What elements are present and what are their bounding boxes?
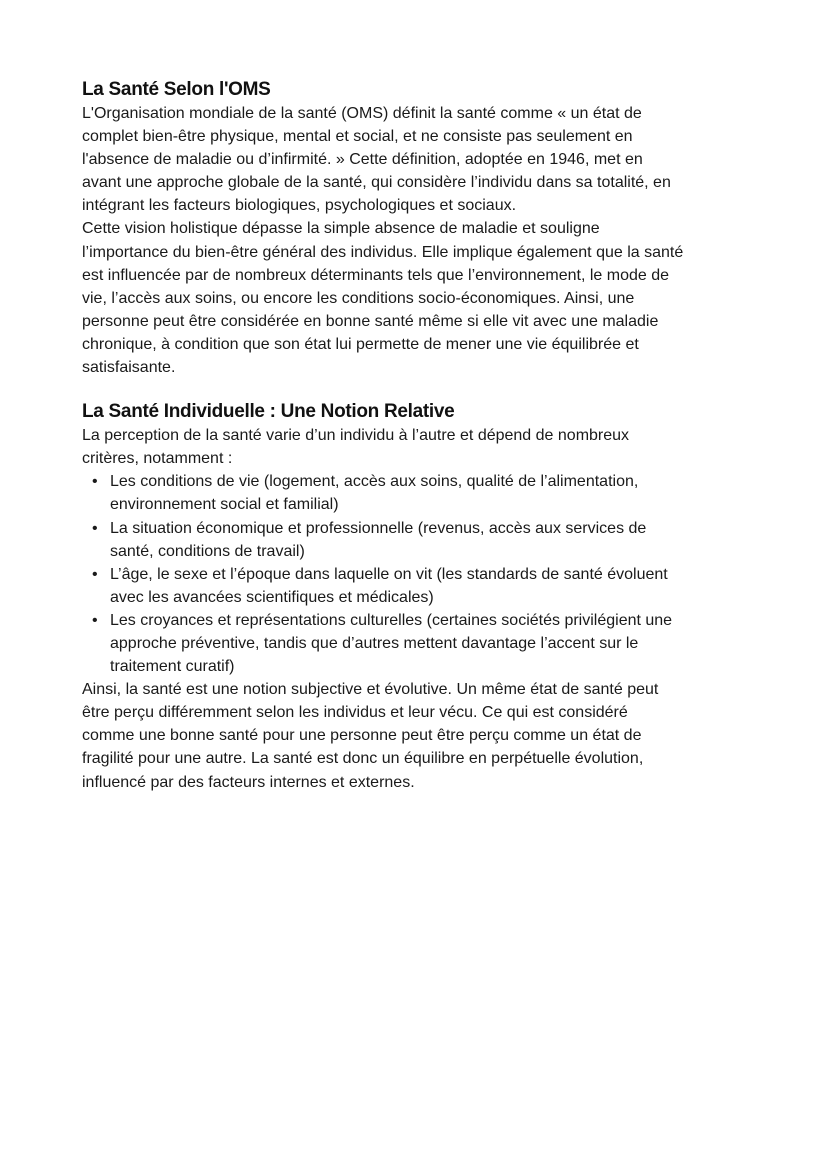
text-line: environnement social et familial) [110, 496, 339, 514]
text-line: • Les croyances et représentations culturelles (certaines sociétés privilégient une [110, 611, 673, 629]
text-line: vie, l’accès aux soins, ou encore les conditions socio-économiques. Ainsi, une [82, 289, 635, 307]
text-line: santé, conditions de travail) [110, 542, 305, 560]
list-item [82, 517, 762, 563]
criteria-list [82, 470, 762, 678]
text-line: complet bien-être physique, mental et social, et ne consiste pas seulement en [82, 128, 633, 146]
text-line: avant une approche globale de la santé, qui considère l’individu dans sa totalité, en [82, 174, 671, 192]
text-line: L'Organisation mondiale de la santé (OMS) définit la santé comme « un état de [82, 105, 642, 122]
text-line: chronique, à condition que son état lui permette de mener une vie équilibrée et [82, 335, 639, 353]
text-line: traitement curatif) [110, 658, 235, 676]
section-individual-health [82, 400, 762, 794]
paragraph [82, 102, 762, 217]
text-line: • La situation économique et professionnelle (revenus, accès aux services de [110, 519, 647, 537]
list-item [82, 563, 762, 609]
text-line: • L’âge, le sexe et l’époque dans laquelle on vit (les standards de santé évoluent [110, 565, 668, 583]
text-line: • Les conditions de vie (logement, accès aux soins, qualité de l’alimentation, [110, 473, 639, 491]
paragraph [82, 678, 762, 793]
text-line: influencé par des facteurs internes et externes. [82, 773, 415, 791]
text-line: La perception de la santé varie d’un individu à l’autre et dépend de nombreux [82, 427, 630, 445]
section-heading: La Santé Selon l'OMS [82, 79, 271, 100]
list-item [82, 470, 762, 516]
text-line: fragilité pour une autre. La santé est donc un équilibre en perpétuelle évolution, [82, 750, 644, 768]
text-line: personne peut être considérée en bonne santé même si elle vit avec une maladie [82, 312, 659, 330]
section-heading: La Santé Individuelle : Une Notion Relative [82, 401, 455, 423]
text-line: est influencée par de nombreux déterminants tels que l’environnement, le mode de [82, 266, 670, 284]
text-line: avec les avancées scientifiques et médicales) [110, 588, 434, 606]
text-line: Cette vision holistique dépasse la simple absence de maladie et souligne [82, 220, 600, 238]
paragraph [82, 424, 762, 470]
text-line: l'absence de maladie ou d’infirmité. » Cette définition, adoptée en 1946, met en [82, 151, 643, 169]
text-line: l’importance du bien-être général des individus. Elle implique également que la santé [82, 243, 684, 261]
text-line: intégrant les facteurs biologiques, psychologiques et sociaux. [82, 197, 517, 215]
text-line: critères, notamment : [82, 450, 233, 468]
text-line: comme une bonne santé pour une personne peut être perçu comme un état de [82, 727, 642, 745]
text-line: satisfaisante. [82, 359, 176, 377]
section-oms [82, 78, 762, 379]
text-line: approche préventive, tandis que d’autres mettent davantage l’accent sur le [110, 634, 639, 652]
paragraph [82, 217, 762, 379]
text-line: Ainsi, la santé est une notion subjective et évolutive. Un même état de santé peut [82, 681, 659, 699]
list-item [82, 609, 762, 678]
document-page [82, 78, 762, 794]
text-line: être perçu différemment selon les individus et leur vécu. Ce qui est considéré [82, 704, 628, 722]
